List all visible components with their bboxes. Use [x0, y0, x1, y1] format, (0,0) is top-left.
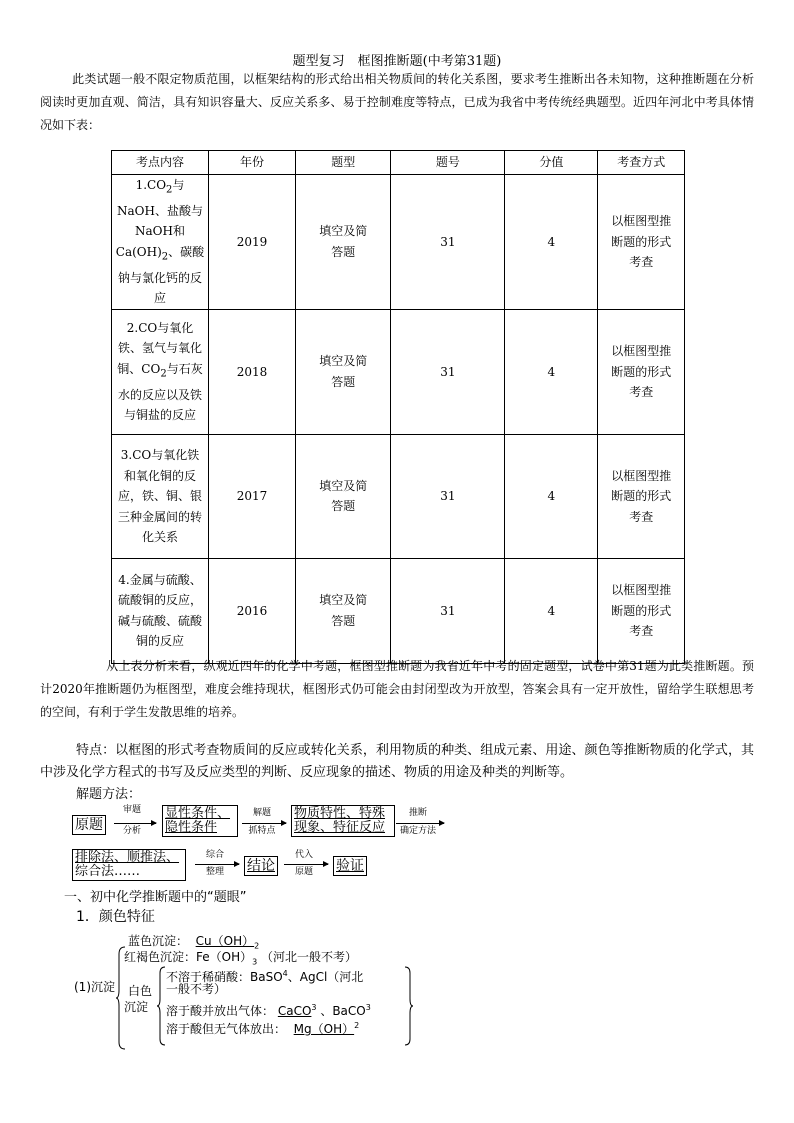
flow-text: 排除法、顺推法、 [75, 850, 180, 865]
white-label: 白色 [128, 984, 153, 998]
subscript: 4 [282, 969, 288, 978]
blue-label: 蓝色沉淀： [128, 934, 189, 948]
flow-label: 综合 [205, 850, 224, 860]
type-cell: 填空及简答题 [296, 175, 391, 310]
subscript: 3 [252, 957, 258, 967]
subscript: 2 [254, 941, 260, 951]
flow-text: 现象、特征反应 [294, 820, 386, 835]
blue-value: Cu（OH） [195, 934, 255, 948]
subscript: 2 [166, 184, 173, 196]
header-cell: 题型 [296, 151, 391, 175]
flow-text: 显性条件、 [165, 806, 231, 821]
flow-text: 综合法…… [75, 864, 141, 879]
analysis-text: 从上表分析来看，纵观近四年的化学中考题，框图型推断题为我省近年中考的固定题型，试卷中第31题为此类推断题。预计2020年推断题仍为框图型，难度会维持现状，框图形式仍可能会由封闭型改为开放型，答案会具有一定开放性，留给学生联想思考的空间，有利于学生发散思维的培养。 [40, 659, 754, 719]
score-cell: 4 [505, 558, 598, 663]
score-cell: 4 [505, 434, 598, 558]
flow-text: 结论 [247, 858, 275, 874]
flow-box-features [291, 805, 395, 837]
red-note: （河北一般不考） [261, 950, 358, 964]
flow-label: 原题 [294, 867, 313, 877]
header-cell: 分值 [505, 151, 598, 175]
method-cell: 以框图型推断题的形式考查 [598, 558, 685, 663]
right-brace-icon [404, 966, 414, 1046]
year-cell: 2018 [208, 309, 295, 434]
year-cell: 2019 [208, 175, 295, 310]
flow-label: 推断 [408, 808, 427, 818]
gas-row [166, 1000, 371, 1019]
content-cell: 4.金属与硫酸、硫酸铜的反应，碱与硫酸、硫酸铜的反应 [112, 558, 209, 663]
subscript: 2 [354, 1021, 360, 1030]
content-text: 与石灰水的反应以及铁与铜盐的反应 [117, 361, 203, 423]
flow-arrow [284, 864, 328, 865]
flow-box-conclusion [244, 856, 278, 876]
number-cell: 31 [391, 175, 505, 310]
features-paragraph [40, 740, 754, 784]
flow-box-conditions [162, 805, 238, 837]
intro-text: 此类试题一般不限定物质范围，以框架结构的形式给出相关物质间的转化关系图，要求考生推断出各未知物，这种推断题在分析阅读时更加直观、简洁，具有知识容量大、反应关系多、易于控制难度等特点，已成为我省中考传统经典题型。近四年河北中考具体情况如下表： [40, 72, 754, 132]
flow-text: 隐性条件 [165, 820, 218, 835]
subsection-heading: 1．颜色特征 [76, 909, 155, 925]
exam-table [111, 150, 685, 664]
no-gas-value: Mg（OH） [293, 1022, 355, 1036]
method-cell: 以框图型推断题的形式考查 [598, 309, 685, 434]
flow-label: 确定方法 [399, 826, 436, 836]
flow-arrow [114, 823, 156, 824]
flow-arrow [242, 823, 286, 824]
year-cell: 2017 [208, 434, 295, 558]
header-cell: 考查方式 [598, 151, 685, 175]
gas-label: 溶于酸并放出气体： [166, 1004, 275, 1018]
insoluble-text: 、AgCl（河北 [287, 970, 364, 984]
page-title: 题型复习 框图推断题(中考第31题) [292, 54, 502, 69]
flow-label: 解题 [252, 808, 271, 818]
number-cell: 31 [391, 558, 505, 663]
features-text: 特点：以框图的形式考查物质间的反应或转化关系，利用物质的种类、组成元素、用途、颜色等推断物质的化学式，其中涉及化学方程式的书写及反应类型的判断、反应现象的描述、物质的用途及种类的判断等。 [40, 743, 754, 780]
content-text: 、碳酸钠与氯化钙的反应 [117, 244, 205, 306]
type-cell: 填空及简答题 [296, 434, 391, 558]
content-text: 2.CO与氧化铁、氢气与氧化铜、CO [117, 320, 202, 376]
table-row [112, 309, 685, 434]
insoluble-row-cont: 一般不考） [166, 982, 227, 996]
score-cell: 4 [505, 309, 598, 434]
type-cell: 填空及简答题 [296, 309, 391, 434]
section-heading: 一、初中化学推断题中的“题眼” [64, 890, 247, 905]
red-label: 红褐色沉淀：Fe（OH） [124, 950, 253, 964]
intro-paragraph [40, 68, 754, 137]
flow-label: 抓特点 [248, 826, 276, 836]
table-row [112, 558, 685, 663]
year-cell: 2016 [208, 558, 295, 663]
table-row [112, 175, 685, 310]
header-cell: 题号 [391, 151, 505, 175]
white-brace-icon [156, 966, 166, 1046]
insoluble-text: 不溶于稀硝酸：BaSO [166, 970, 283, 984]
flow-text: 验证 [336, 858, 364, 874]
header-cell: 年份 [208, 151, 295, 175]
type-cell: 填空及简答题 [296, 558, 391, 663]
flow-label: 分析 [122, 826, 141, 836]
gas-value: CaCO [277, 1004, 312, 1018]
gas-separator: 、BaCO [320, 1004, 366, 1018]
subscript: 2 [161, 251, 169, 263]
number-cell: 31 [391, 434, 505, 558]
white-label: 沉淀 [124, 1000, 149, 1014]
subscript: 2 [160, 368, 167, 380]
flow-arrow [195, 864, 239, 865]
content-text: 与NaOH、盐酸与NaOH和Ca(OH) [115, 178, 203, 259]
flow-text: 物质特性、特殊 [294, 806, 386, 821]
table-header-row [112, 151, 685, 175]
flow-arrow [396, 823, 444, 824]
method-cell: 以框图型推断题的形式考查 [598, 175, 685, 310]
flow-box-original: 原题 [72, 815, 106, 835]
flow-label: 整理 [205, 867, 224, 877]
score-cell: 4 [505, 175, 598, 310]
content-text: 1.CO [135, 178, 167, 192]
content-cell [112, 309, 209, 434]
flow-box-methods [72, 849, 186, 881]
content-cell: 3.CO与氧化铁和氧化铜的反应，铁、铜、银三种金属间的转化关系 [112, 434, 209, 558]
flow-label: 审题 [122, 805, 141, 815]
subscript: 3 [311, 1003, 317, 1012]
table-row [112, 434, 685, 558]
method-cell: 以框图型推断题的形式考查 [598, 434, 685, 558]
content-cell [112, 175, 209, 310]
analysis-paragraph [40, 655, 754, 724]
flow-box-verify [333, 856, 367, 876]
no-gas-label: 溶于酸但无气体放出： [166, 1022, 287, 1036]
header-cell: 考点内容 [112, 151, 209, 175]
precipitate-label: (1)沉淀 [74, 980, 115, 994]
number-cell: 31 [391, 309, 505, 434]
flow-label: 代入 [294, 850, 313, 860]
no-gas-row [166, 1018, 359, 1037]
subscript: 3 [365, 1003, 371, 1012]
method-title: 解题方法： [76, 787, 142, 802]
